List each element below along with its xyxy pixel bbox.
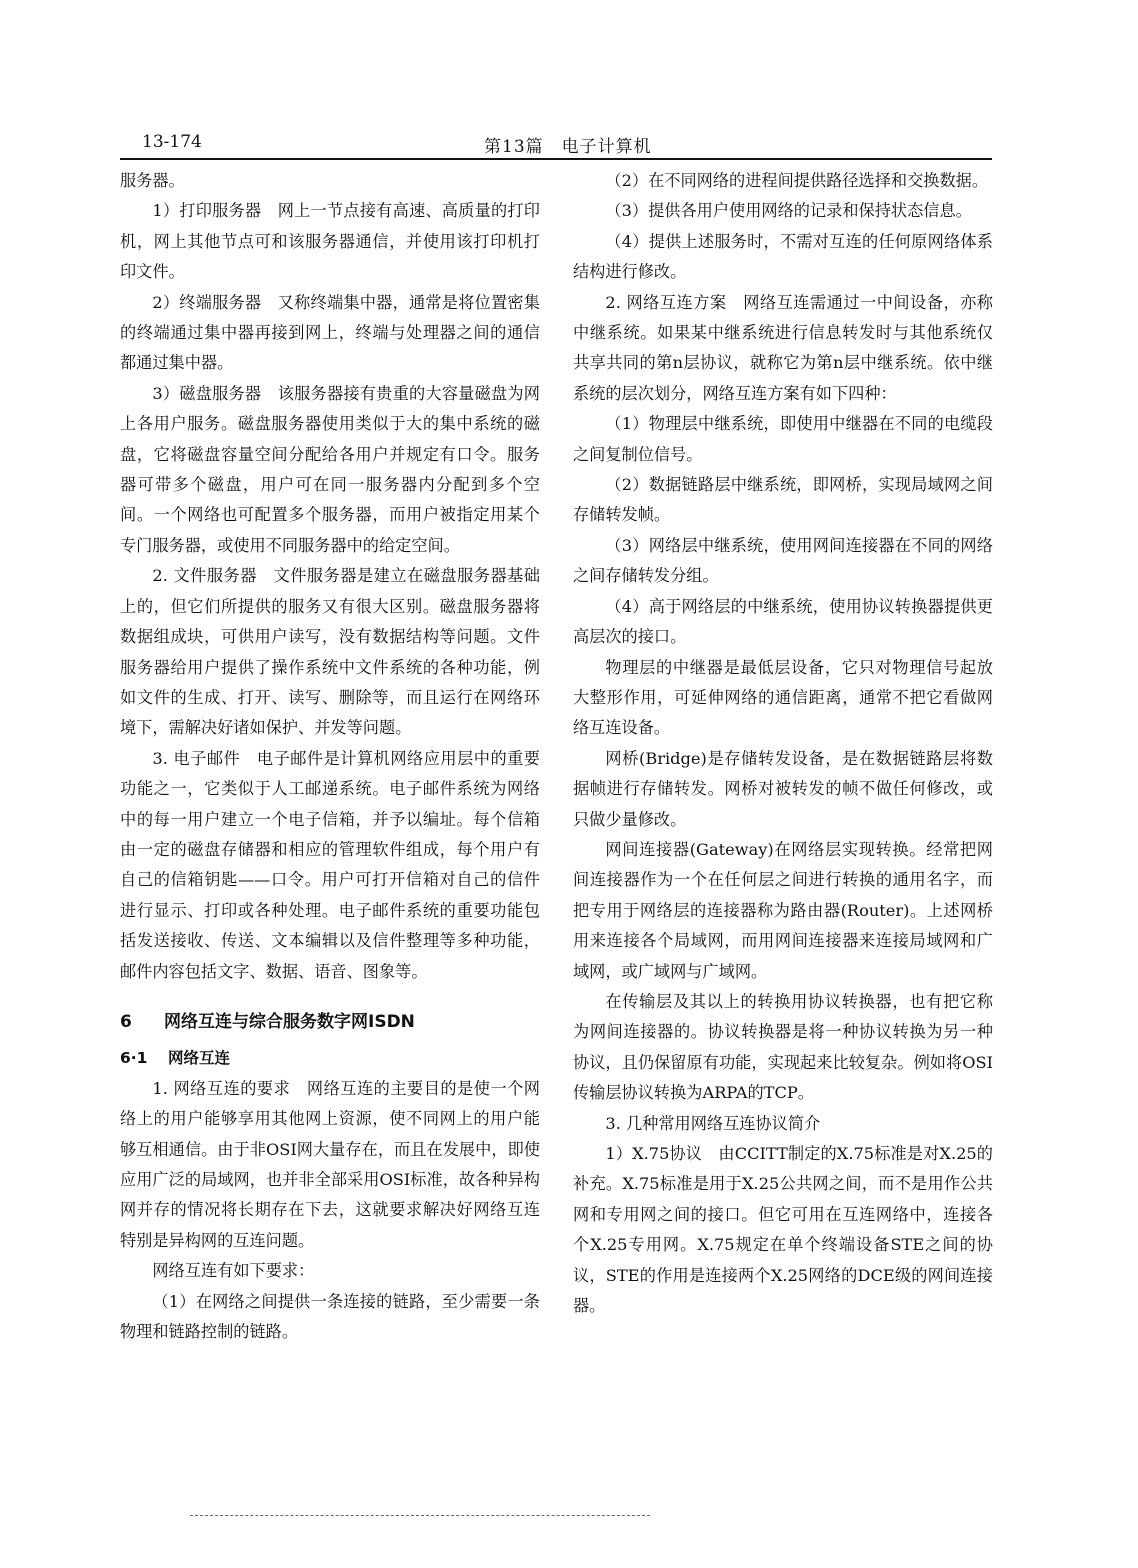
paragraph: （3）提供各用户使用网络的记录和保持状态信息。: [605, 201, 972, 221]
paragraph: 网络互连有如下要求：: [152, 1261, 315, 1281]
paragraph: 服务器。: [120, 171, 185, 190]
paragraph: 2. 网络互连方案 网络互连需通过一中间设备，亦称中继系统。如果某中继系统进行信息转发时与其他系统仅共享共同的第n层协议，就称它为第n层中继系统。依中继系统的层次划分，网络互连方案有如下四种：: [573, 292, 993, 403]
paragraph: 网间连接器(Gateway)在网络层实现转换。经常把网间连接器作为一个在任何层之间进行转换的通用名字，而把专用于网络层的连接器称为路由器(Router)。上述网桥用来连接各个局域网，而用网间连接器来连接局域网和广域网，或广域网与广域网。: [573, 839, 993, 981]
footer-rule: [190, 1515, 650, 1516]
paragraph: （1）物理层中继系统，即使用中继器在不同的电缆段之间复制位信号。: [573, 414, 993, 464]
subsection-title: 网络互连: [168, 1049, 231, 1068]
page-header: [120, 130, 992, 160]
paragraph: （4）高于网络层的中继系统，使用协议转换器提供更高层次的接口。: [573, 596, 993, 647]
paragraph: 网桥(Bridge)是存储转发设备，是在数据链路层将数据帧进行存储转发。网桥对被转发的帧不做任何修改，或只做少量修改。: [573, 748, 993, 829]
paragraph: 1）打印服务器 网上一节点接有高速、高质量的打印机，网上其他节点可和该服务器通信，并使用该打印机打印文件。: [120, 201, 540, 282]
paragraph: （4）提供上述服务时，不需对互连的任何原网络体系结构进行修改。: [573, 231, 993, 282]
paragraph: 在传输层及其以上的转换用协议转换器，也有把它称为网间连接器的。协议转换器是将一种协议转换为另一种协议，且仍保留原有功能，实现起来比较复杂。例如将OSI传输层协议转换为ARPA的TCP。: [573, 991, 993, 1103]
right-column: [573, 166, 993, 1321]
header-rule: [120, 158, 992, 160]
paragraph: 3. 电子邮件 电子邮件是计算机网络应用层中的重要功能之一，它类似于人工邮递系统。电子邮件系统为网络中的每一用户建立一个电子信箱，并予以编址。每个信箱由一定的磁盘存储器和相应的管理软件组成，每个用户有自己的信箱钥匙——口令。用户可打开信箱对自己的信件进行显示、打印或各种处理。电子邮件系统的重要功能包括发送接收、传送、文本编辑以及信件整理等多种功能，邮件内容包括文字、数据、语音、图象等。: [120, 748, 540, 981]
paragraph: 3. 几种常用网络互连协议简介: [605, 1113, 821, 1133]
paragraph: 物理层的中继器是最低层设备，它只对物理信号起放大整形作用，可延伸网络的通信距离，通常不把它看做网络互连设备。: [573, 657, 993, 738]
paragraph: 3）磁盘服务器 该服务器接有贵重的大容量磁盘为网上各用户服务。磁盘服务器使用类似于大的集中系统的磁盘，它将磁盘容量空间分配给各用户并规定有口令。服务器可带多个磁盘，用户可在同一服务器内分配到多个空间。一个网络也可配置多个服务器，而用户被指定用某个专门服务器，或使用不同服务器中的给定空间。: [120, 383, 540, 555]
section-heading: [120, 1007, 540, 1037]
section-number: 6: [120, 1011, 132, 1032]
paragraph: （2）数据链路层中继系统，即网桥，实现局域网之间存储转发帧。: [573, 475, 993, 525]
paragraph: （2）在不同网络的进程间提供路径选择和交换数据。: [605, 171, 989, 190]
running-title: 第13篇 电子计算机: [484, 137, 652, 157]
paragraph: 2）终端服务器 又称终端集中器，通常是将位置密集的终端通过集中器再接到网上，终端与处理器之间的通信都通过集中器。: [120, 292, 540, 373]
paragraph: （3）网络层中继系统，使用网间连接器在不同的网络之间存储转发分组。: [573, 535, 993, 586]
section-title: 网络互连与综合服务数字网ISDN: [164, 1011, 415, 1032]
subsection-heading: [120, 1043, 540, 1073]
paragraph: 1. 网络互连的要求 网络互连的主要目的是使一个网络上的用户能够享用其他网上资源，使不同网上的用户能够互相通信。由于非OSI网大量存在，而且在发展中，即使应用广泛的局域网，也并非全部采用OSI标准，故各种异构网并存的情况将长期存在下去，这就要求解决好网络互连特别是异构网的互连问题。: [120, 1078, 540, 1250]
subsection-number: 6·1: [120, 1049, 148, 1068]
paragraph: （1）在网络之间提供一条连接的链路，至少需要一条物理和链路控制的链路。: [120, 1291, 540, 1342]
left-column: [120, 166, 540, 1347]
page-number: 13-174: [142, 132, 202, 152]
paragraph: 2. 文件服务器 文件服务器是建立在磁盘服务器基础上的，但它们所提供的服务又有很大区别。磁盘服务器将数据组成块，可供用户读写，没有数据结构等问题。文件服务器给用户提供了操作系统中文件系统的各种功能，例如文件的生成、打开、读写、删除等，而且运行在网络环境下，需解决好诸如保护、并发等问题。: [120, 566, 540, 738]
paragraph: 1）X.75协议 由CCITT制定的X.75标准是对X.25的补充。X.75标准是用于X.25公共网之间，而不是用作公共网和专用网之间的接口。但它可用在互连网络中，连接各个X.25专用网。X.75规定在单个终端设备STE之间的协议，STE的作用是连接两个X.25网络的DCE级的网间连接器。: [573, 1144, 993, 1316]
